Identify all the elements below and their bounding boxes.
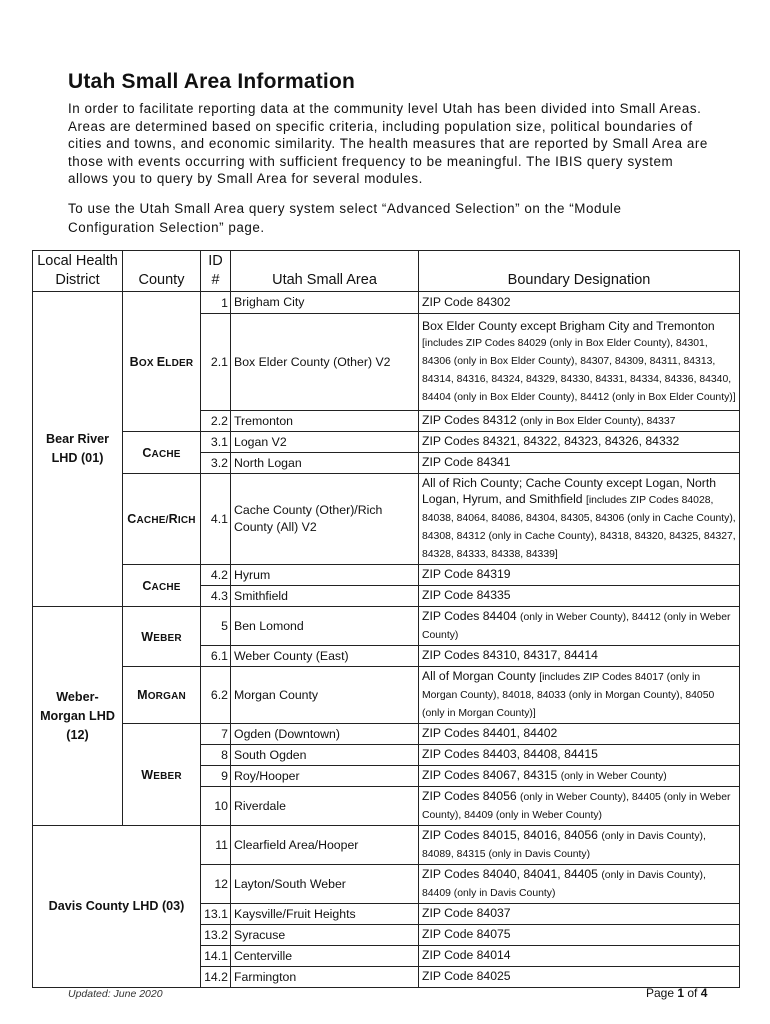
id-cell: 3.1 (201, 432, 231, 453)
id-cell: 11 (201, 826, 231, 865)
area-cell: Farmington (231, 967, 419, 988)
table-row (33, 432, 740, 453)
area-cell: Cache County (Other)/Rich County (All) V2 (231, 474, 419, 565)
id-cell: 13.1 (201, 904, 231, 925)
area-cell: Hyrum (231, 565, 419, 586)
id-cell: 6.1 (201, 646, 231, 667)
area-cell: Box Elder County (Other) V2 (231, 314, 419, 411)
county-cell: CACHE (123, 432, 201, 474)
area-cell: Morgan County (231, 667, 419, 724)
boundary-cell: ZIP Codes 84403, 84408, 84415 (419, 745, 740, 766)
boundary-cell: ZIP Code 84014 (419, 946, 740, 967)
lhd-cell: Bear River LHD (01) (33, 292, 123, 607)
boundary-cell: ZIP Codes 84312 (only in Box Elder County), 84337 (419, 411, 740, 432)
boundary-cell: ZIP Code 84335 (419, 586, 740, 607)
boundary-cell: Box Elder County except Brigham City and Tremonton [includes ZIP Codes 84029 (only in Box Elder County), 84301, 84306 (only in Box Elder County), 84307, 84309, 84311, 84313, 84314, 84316, 84324, 84329, 84330, 84331, 84334, 84336, 84340, 84404 (only in Box Elder County), 84412 (only in Box Elder County)] (419, 314, 740, 411)
area-cell: Riverdale (231, 787, 419, 826)
header-id: ID # (201, 251, 231, 292)
table-row (33, 724, 740, 745)
header-county: County (123, 251, 201, 292)
area-cell: North Logan (231, 453, 419, 474)
county-cell: CACHE/RICH (123, 474, 201, 565)
id-cell: 1 (201, 292, 231, 314)
id-cell: 8 (201, 745, 231, 766)
id-cell: 4.2 (201, 565, 231, 586)
header-boundary: Boundary Designation (419, 251, 740, 292)
id-cell: 14.2 (201, 967, 231, 988)
header-small-area: Utah Small Area (231, 251, 419, 292)
table-row (33, 292, 740, 314)
table-row (33, 667, 740, 724)
boundary-cell: ZIP Codes 84310, 84317, 84414 (419, 646, 740, 667)
area-cell: Brigham City (231, 292, 419, 314)
boundary-cell: ZIP Codes 84015, 84016, 84056 (only in Davis County), 84089, 84315 (only in Davis County) (419, 826, 740, 865)
boundary-cell: ZIP Codes 84401, 84402 (419, 724, 740, 745)
id-cell: 6.2 (201, 667, 231, 724)
small-area-table (32, 250, 740, 988)
boundary-cell: ZIP Code 84319 (419, 565, 740, 586)
table-row (33, 474, 740, 565)
id-cell: 4.1 (201, 474, 231, 565)
area-cell: Layton/South Weber (231, 865, 419, 904)
boundary-cell: ZIP Codes 84067, 84315 (only in Weber County) (419, 766, 740, 787)
area-cell: Roy/Hooper (231, 766, 419, 787)
boundary-cell: ZIP Codes 84056 (only in Weber County), 84405 (only in Weber County), 84409 (only in Weber County) (419, 787, 740, 826)
boundary-cell: ZIP Codes 84321, 84322, 84323, 84326, 84332 (419, 432, 740, 453)
id-cell: 2.2 (201, 411, 231, 432)
area-cell: Syracuse (231, 925, 419, 946)
id-cell: 12 (201, 865, 231, 904)
boundary-cell: All of Rich County; Cache County except Logan, North Logan, Hyrum, and Smithfield [includes ZIP Codes 84028, 84038, 84064, 84086, 84304, 84305, 84306 (only in Cache County), 84308, 84312 (only in Cache County), 84318, 84320, 84325, 84327, 84328, 84333, 84338, 84339] (419, 474, 740, 565)
page-title: Utah Small Area Information (68, 70, 356, 93)
updated-date: Updated: June 2020 (68, 988, 163, 1000)
id-cell: 2.1 (201, 314, 231, 411)
lhd-cell: Weber-Morgan LHD (12) (33, 607, 123, 826)
intro-paragraph: In order to facilitate reporting data at the community level Utah has been divided into Small Areas. Areas are determined based on specific criteria, including population size, political boundaries of cities and towns, and economic similarity. The health measures that are reported by Small Area are those with events occurring with sufficient frequency to be meaningful. The IBIS query system allows you to query by Small Area for several modules. (68, 101, 708, 186)
page-number: Page 1 of 4 (646, 986, 708, 1000)
table-row (33, 826, 740, 865)
table-row (33, 565, 740, 586)
area-cell: Clearfield Area/Hooper (231, 826, 419, 865)
id-cell: 9 (201, 766, 231, 787)
id-cell: 3.2 (201, 453, 231, 474)
area-cell: Ben Lomond (231, 607, 419, 646)
area-cell: Centerville (231, 946, 419, 967)
table-header-row (33, 251, 740, 292)
instructions-paragraph: To use the Utah Small Area query system select “Advanced Selection” on the “Module Configuration Selection” page. (68, 201, 622, 235)
county-cell: MORGAN (123, 667, 201, 724)
id-cell: 4.3 (201, 586, 231, 607)
area-cell: Logan V2 (231, 432, 419, 453)
id-cell: 14.1 (201, 946, 231, 967)
id-cell: 13.2 (201, 925, 231, 946)
boundary-cell: ZIP Code 84075 (419, 925, 740, 946)
area-cell: South Ogden (231, 745, 419, 766)
county-cell: BOX ELDER (123, 292, 201, 432)
boundary-cell: ZIP Code 84037 (419, 904, 740, 925)
boundary-cell: ZIP Code 84341 (419, 453, 740, 474)
header-lhd: Local Health District (33, 251, 123, 292)
county-cell: WEBER (123, 724, 201, 826)
area-cell: Ogden (Downtown) (231, 724, 419, 745)
area-cell: Smithfield (231, 586, 419, 607)
lhd-cell: Davis County LHD (03) (33, 826, 201, 988)
id-cell: 5 (201, 607, 231, 646)
county-cell: WEBER (123, 607, 201, 667)
boundary-cell: ZIP Codes 84404 (only in Weber County), 84412 (only in Weber County) (419, 607, 740, 646)
area-cell: Tremonton (231, 411, 419, 432)
id-cell: 7 (201, 724, 231, 745)
county-cell: CACHE (123, 565, 201, 607)
boundary-cell: ZIP Code 84302 (419, 292, 740, 314)
id-cell: 10 (201, 787, 231, 826)
boundary-cell: All of Morgan County [includes ZIP Codes 84017 (only in Morgan County), 84018, 84033 (only in Morgan County), 84050 (only in Morgan County)] (419, 667, 740, 724)
boundary-cell: ZIP Codes 84040, 84041, 84405 (only in Davis County), 84409 (only in Davis County) (419, 865, 740, 904)
boundary-cell: ZIP Code 84025 (419, 967, 740, 988)
table-row (33, 607, 740, 646)
area-cell: Kaysville/Fruit Heights (231, 904, 419, 925)
area-cell: Weber County (East) (231, 646, 419, 667)
